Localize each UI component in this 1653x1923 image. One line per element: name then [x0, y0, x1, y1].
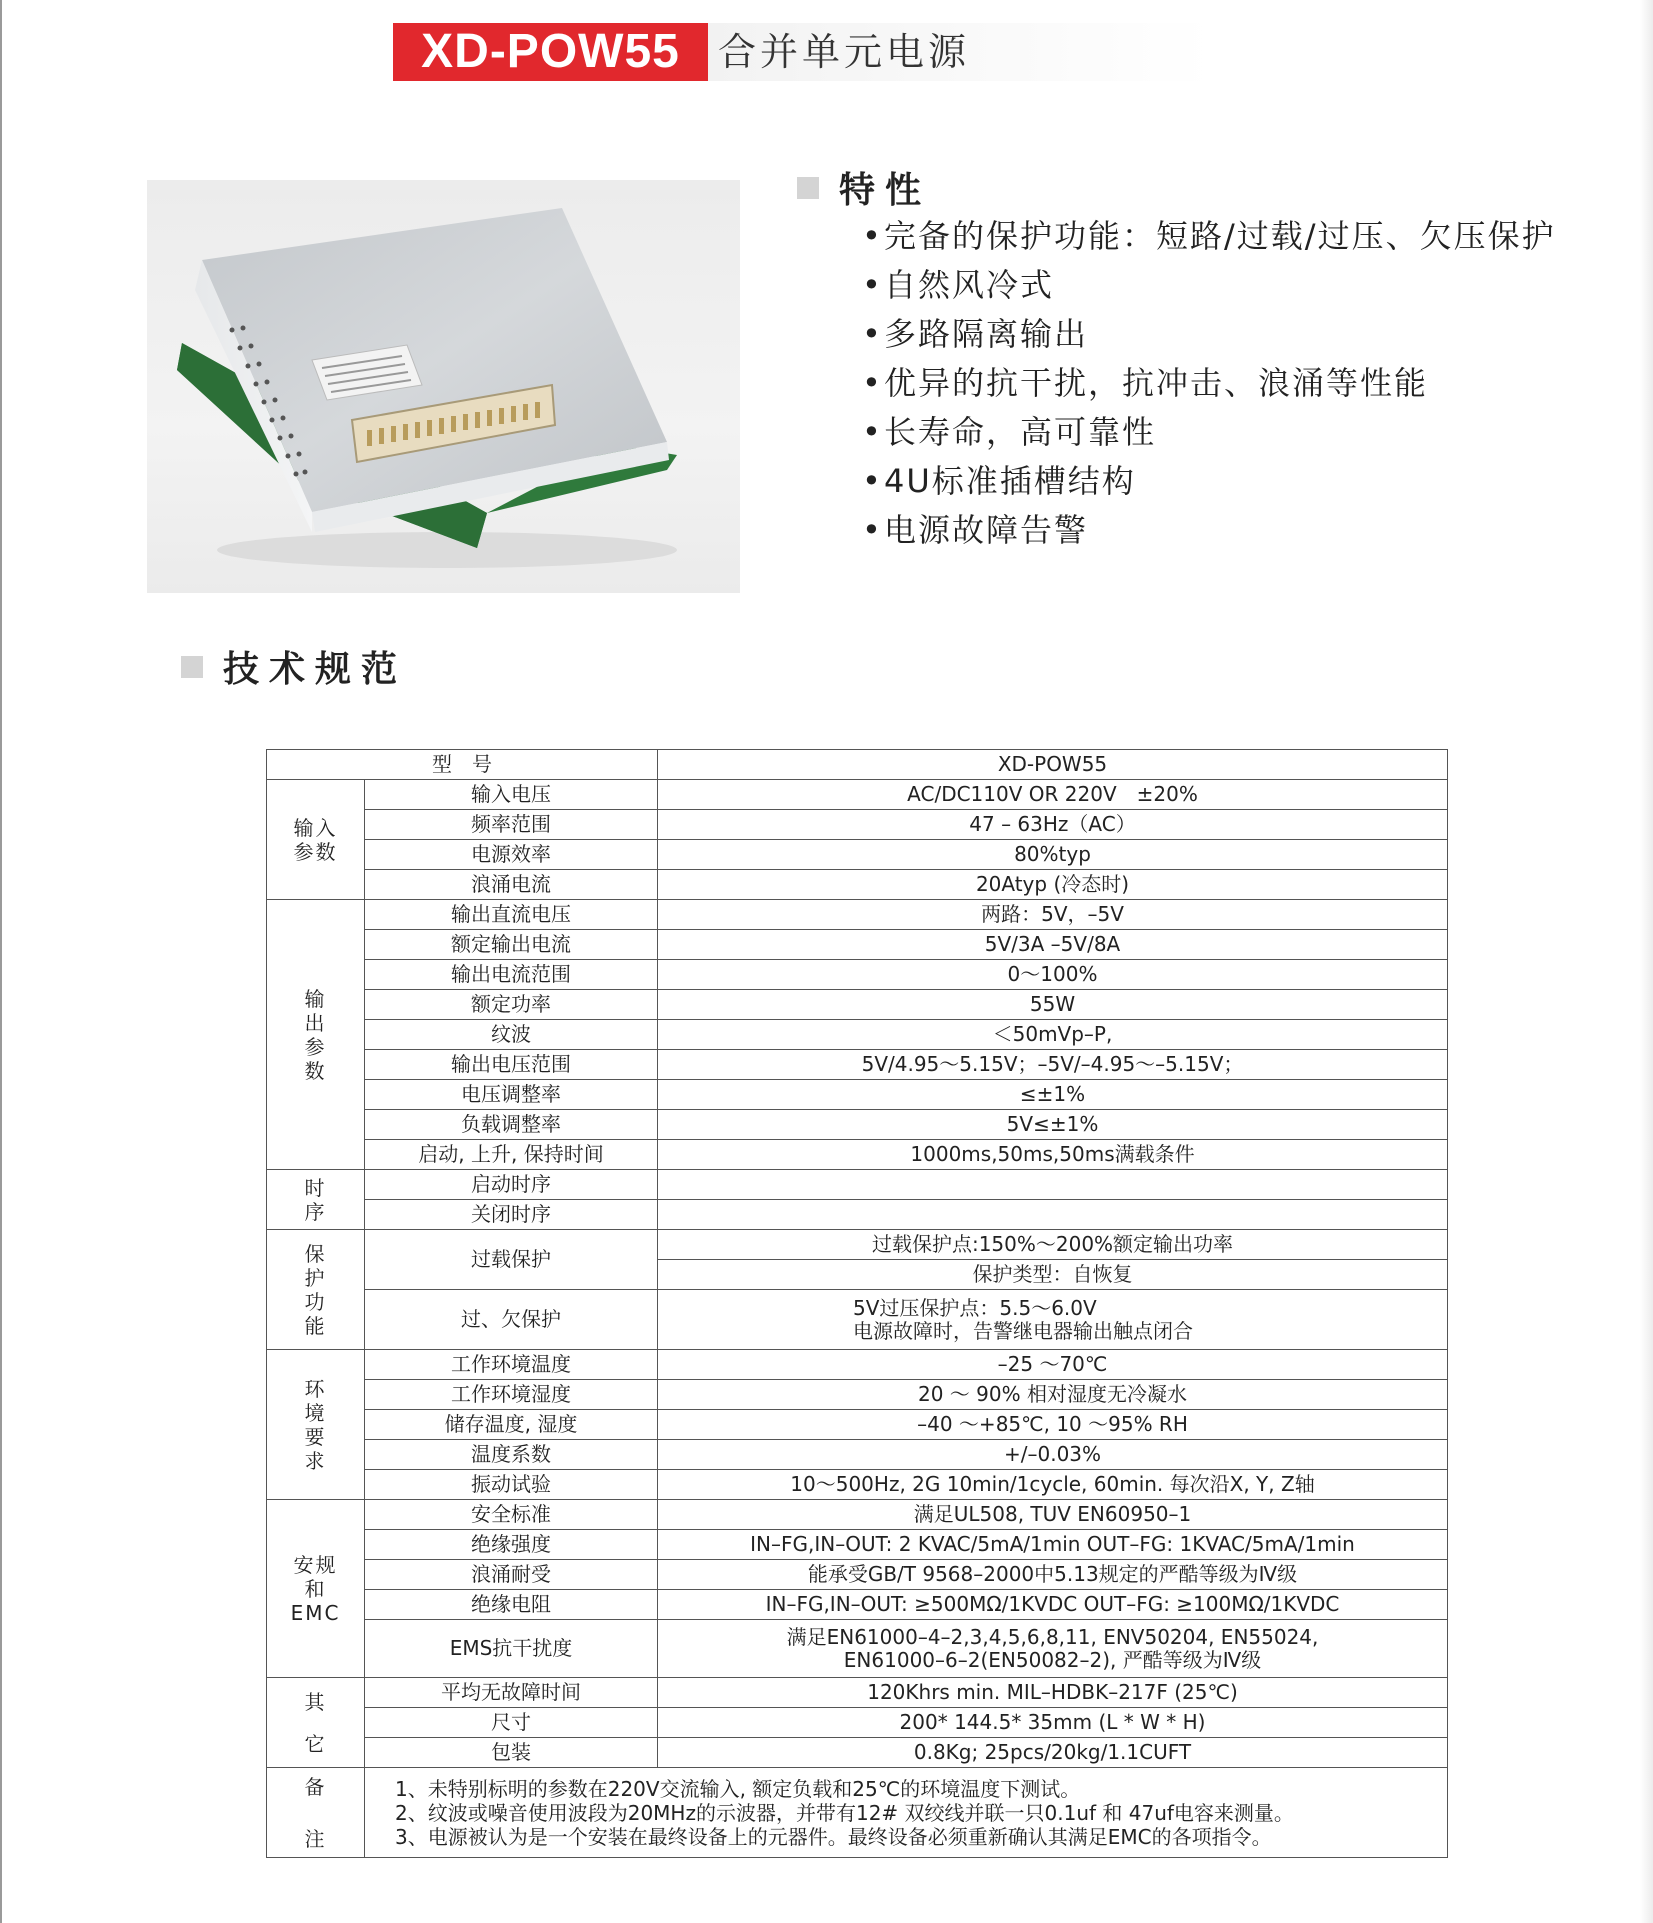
feature-text: 多路隔离输出: [884, 315, 1089, 353]
spec-label: 平均无故障时间: [365, 1678, 658, 1708]
spec-value: [658, 1200, 1448, 1230]
group-notes: [267, 1768, 365, 1858]
feature-text: 电源故障告警: [884, 511, 1089, 549]
feature-text: 长寿命，高可靠性: [884, 413, 1157, 451]
bullet-icon: •: [862, 315, 883, 353]
spec-label: 过载保护: [365, 1230, 658, 1290]
spec-label: 浪涌耐受: [365, 1560, 658, 1590]
spec-label: EMS抗干扰度: [365, 1620, 658, 1678]
spec-value: 55W: [658, 990, 1448, 1020]
feature-text: 完备的保护功能：短路/过载/过压、欠压保护: [884, 217, 1556, 255]
feature-item: [862, 506, 1556, 555]
group-output-label: 输出参数: [304, 986, 327, 1083]
feature-item: [862, 457, 1556, 506]
specs-title: 技术规范: [223, 648, 408, 690]
product-photo: [147, 180, 740, 593]
note-line: 2、纹波或噪音使用波段为20MHz的示波器，并带有12# 双绞线并联一只0.1uf 和 47uf电容来测量。: [395, 1800, 1294, 1825]
group-protection-label: 保护功能: [304, 1241, 327, 1338]
spec-label: 额定输出电流: [365, 930, 658, 960]
feature-list: [862, 212, 1556, 555]
spec-value: 保护类型：自恢复: [658, 1260, 1448, 1290]
section-square-icon: [797, 177, 819, 199]
group-input-label: 输入参数: [293, 815, 338, 864]
spec-label: 储存温度, 湿度: [365, 1410, 658, 1440]
feature-item: [862, 310, 1556, 359]
spec-label: 过、欠保护: [365, 1290, 658, 1350]
spec-label: 输出电压范围: [365, 1050, 658, 1080]
spec-value: 47 – 63Hz（AC）: [658, 810, 1448, 840]
features-title: 特性: [839, 169, 932, 211]
spec-label: 安全标准: [365, 1500, 658, 1530]
group-environment: [267, 1350, 365, 1500]
group-safety-line: 和: [304, 1576, 327, 1601]
spec-label: 浪涌电流: [365, 870, 658, 900]
group-notes-line: 备: [304, 1774, 327, 1799]
spec-label: 电源效率: [365, 840, 658, 870]
spec-value-multiline: [658, 1620, 1448, 1678]
spec-value: 1000ms,50ms,50ms满载条件: [658, 1140, 1448, 1170]
spec-value-multiline: [658, 1290, 1448, 1350]
group-other: [267, 1678, 365, 1768]
spec-table: [266, 749, 1448, 1858]
spec-label: 包装: [365, 1738, 658, 1768]
spec-value: 5V/3A –5V/8A: [658, 930, 1448, 960]
spec-value-line: 5V过压保护点：5.5～6.0V: [853, 1295, 1097, 1320]
model-label: 型 号: [267, 750, 658, 780]
spec-label: 输出直流电压: [365, 900, 658, 930]
spec-value: 0～100%: [658, 960, 1448, 990]
spec-value: IN–FG,IN–OUT: ≥500MΩ/1KVDC OUT–FG: ≥100MΩ/1KVDC: [658, 1590, 1448, 1620]
spec-value: 200* 144.5* 35mm (L * W * H): [658, 1708, 1448, 1738]
model-value: XD-POW55: [658, 750, 1448, 780]
spec-value: ＜50mVp–P,: [658, 1020, 1448, 1050]
spec-value: 5V≤±1%: [658, 1110, 1448, 1140]
page-left-border: [0, 0, 2, 1923]
spec-label: 启动, 上升, 保持时间: [365, 1140, 658, 1170]
bullet-icon: •: [862, 413, 883, 451]
spec-value-line: 电源故障时，告警继电器输出触点闭合: [853, 1318, 1193, 1343]
group-environment-label: 环境要求: [304, 1376, 327, 1473]
spec-value: 0.8Kg; 25pcs/20kg/1.1CUFT: [658, 1738, 1448, 1768]
spec-label: 尺寸: [365, 1708, 658, 1738]
spec-value: –40 ～+85℃, 10 ～95% RH: [658, 1410, 1448, 1440]
spec-label: 启动时序: [365, 1170, 658, 1200]
feature-item: [862, 408, 1556, 457]
group-safety-line: EMC: [290, 1600, 341, 1625]
spec-value: 过载保护点:150%～200%额定输出功率: [658, 1230, 1448, 1260]
bullet-icon: •: [862, 266, 883, 304]
spec-value: 满足UL508, TUV EN60950–1: [658, 1500, 1448, 1530]
title-product-name: 合并单元电源: [718, 30, 971, 74]
spec-label: 负载调整率: [365, 1110, 658, 1140]
spec-label: 工作环境湿度: [365, 1380, 658, 1410]
group-notes-line: 注: [304, 1826, 327, 1851]
bullet-icon: •: [862, 462, 883, 500]
bullet-icon: •: [862, 511, 883, 549]
page-right-shade: [1640, 0, 1653, 1923]
spec-value: 两路：5V，–5V: [658, 900, 1448, 930]
feature-text: 4U标准插槽结构: [884, 462, 1136, 500]
feature-text: 优异的抗干扰，抗冲击、浪涌等性能: [884, 364, 1429, 402]
feature-text: 自然风冷式: [884, 266, 1055, 304]
spec-value: ≤±1%: [658, 1080, 1448, 1110]
group-timing-label: 时序: [304, 1175, 327, 1224]
power-supply-illustration: [147, 180, 740, 593]
spec-label: 工作环境温度: [365, 1350, 658, 1380]
spec-value-line: 满足EN61000–4–2,3,4,5,6,8,11, ENV50204, EN55024,: [786, 1624, 1319, 1649]
spec-label: 输出电流范围: [365, 960, 658, 990]
group-safety-line: 安规: [293, 1552, 338, 1577]
spec-value: 120Khrs min. MIL–HDBK–217F (25℃): [658, 1678, 1448, 1708]
spec-value: 10～500Hz, 2G 10min/1cycle, 60min. 每次沿X, Y, Z轴: [658, 1470, 1448, 1500]
bullet-icon: •: [862, 217, 883, 255]
section-square-icon: [181, 656, 203, 678]
spec-value: IN–FG,IN–OUT: 2 KVAC/5mA/1min OUT–FG: 1KVAC/5mA/1min: [658, 1530, 1448, 1560]
note-line: 1、未特别标明的参数在220V交流输入, 额定负载和25℃的环境温度下测试。: [395, 1776, 1081, 1801]
spec-label: 关闭时序: [365, 1200, 658, 1230]
spec-label: 绝缘强度: [365, 1530, 658, 1560]
spec-label: 电压调整率: [365, 1080, 658, 1110]
spec-value: –25 ～70℃: [658, 1350, 1448, 1380]
group-timing: [267, 1170, 365, 1230]
spec-label: 纹波: [365, 1020, 658, 1050]
spec-value-line: EN61000–6–2(EN50082–2), 严酷等级为Ⅳ级: [843, 1647, 1262, 1672]
spec-value: 能承受GB/T 9568–2000中5.13规定的严酷等级为Ⅳ级: [658, 1560, 1448, 1590]
spec-value: 80%typ: [658, 840, 1448, 870]
group-safety: [267, 1500, 365, 1678]
feature-item: [862, 261, 1556, 310]
spec-value: [658, 1170, 1448, 1200]
title-model: XD-POW55: [393, 23, 708, 81]
group-other-line: 它: [304, 1731, 327, 1756]
spec-value: 5V/4.95～5.15V；–5V/–4.95～–5.15V；: [658, 1050, 1448, 1080]
group-other-line: 其: [304, 1689, 327, 1714]
group-output: [267, 900, 365, 1170]
feature-item: [862, 359, 1556, 408]
features-header: [797, 162, 931, 213]
spec-label: 温度系数: [365, 1440, 658, 1470]
specs-header: [181, 641, 407, 692]
bullet-icon: •: [862, 364, 883, 402]
feature-item: [862, 212, 1556, 261]
spec-value: 20Atyp (冷态时): [658, 870, 1448, 900]
notes-cell: [365, 1768, 1448, 1858]
spec-label: 振动试验: [365, 1470, 658, 1500]
spec-label: 绝缘电阻: [365, 1590, 658, 1620]
group-input: [267, 780, 365, 900]
spec-value: AC/DC110V OR 220V ±20%: [658, 780, 1448, 810]
spec-value: 20 ～ 90% 相对湿度无冷凝水: [658, 1380, 1448, 1410]
spec-label: 输入电压: [365, 780, 658, 810]
spec-label: 额定功率: [365, 990, 658, 1020]
spec-label: 频率范围: [365, 810, 658, 840]
spec-value: +/–0.03%: [658, 1440, 1448, 1470]
group-protection: [267, 1230, 365, 1350]
note-line: 3、电源被认为是一个安装在最终设备上的元器件。最终设备必须重新确认其满足EMC的各项指令。: [395, 1824, 1272, 1849]
